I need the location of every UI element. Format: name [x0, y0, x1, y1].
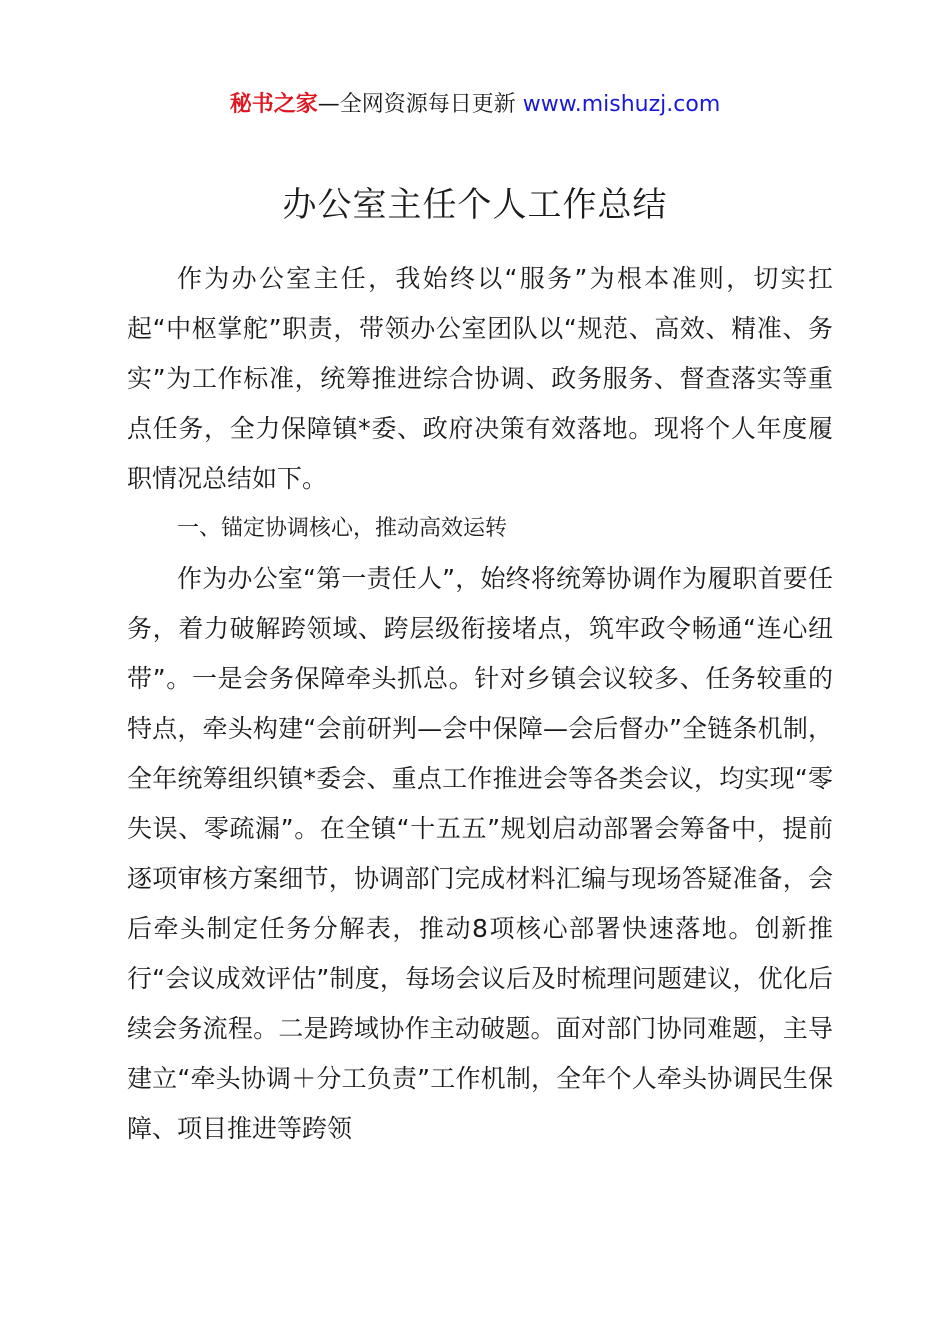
site-brand: 秘书之家 — [229, 92, 318, 117]
section-heading-1: 一、锚定协调核心，推动高效运转 — [177, 516, 508, 541]
document-title: 办公室主任个人工作总结 — [282, 185, 668, 225]
site-header — [0, 88, 950, 122]
section-1-paragraph: 作为办公室“第一责任人”，始终将统筹协调作为履职首要任务，着力破解跨领域、跨层级衔接堵点，筑牢政令畅通“连心纽带”。一是会务保障牵头抓总。针对乡镇会议较多、任务较重的特点，牵头构建“会前研判—会中保障—会后督办”全链条机制，全年统筹组织镇*委会、重点工作推进会等各类会议，均实现“零失误、零疏漏”。在全镇“十五五”规划启动部署会筹备中，提前逐项审核方案细节，协调部门完成材料汇编与现场答疑准备，会后牵头制定任务分解表，推动8项核心部署快速落地。创新推行“会议成效评估”制度，每场会议后及时梳理问题建议，优化后续会务流程。二是跨域协作主动破题。面对部门协同难题，主导建立“牵头协调＋分工负责”工作机制，全年个人牵头协调民生保障、项目推进等跨领 — [127, 564, 833, 1143]
document-body — [127, 254, 833, 1154]
site-url: www.mishuzj.com — [522, 92, 721, 117]
intro-paragraph: 作为办公室主任，我始终以“服务”为根本准则，切实扛起“中枢掌舵”职责，带领办公室团队以“规范、高效、精准、务实”为工作标准，统筹推进综合协调、政务服务、督查落实等重点任务，全力保障镇*委、政府决策有效落地。现将个人年度履职情况总结如下。 — [127, 264, 833, 493]
site-tagline: —全网资源每日更新 — [317, 92, 523, 117]
